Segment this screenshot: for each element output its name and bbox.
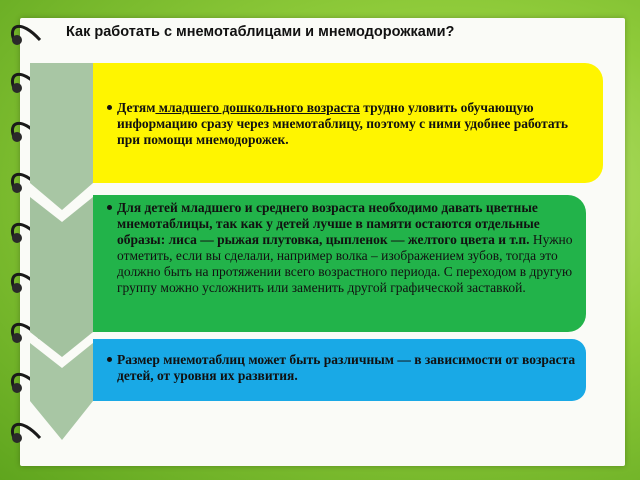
list-item: Размер мнемотаблиц может быть различным — в зависимости от возраста детей, от уровня их развития. <box>117 352 576 383</box>
info-box-green <box>93 195 586 332</box>
list-item: Для детей младшего и среднего возраста необходимо давать цветные мнемотаблицы, так как у детей лучше в памяти остаются отдельные образы: лиса — рыжая плутовка, цыпленок — желтого цвета и т.п. Нужно отметить, если вы сделали, например волка – изображением зубов, тогда это должно быть на протяжении всего возрастного периода. С переходом в другую группу можно усложнить или заменить другой графической заставкой. <box>117 200 576 296</box>
chevron-1 <box>30 63 93 210</box>
chevron-3 <box>30 343 93 440</box>
spiral-ring-icon <box>12 26 40 45</box>
list-item: Детям младшего дошкольного возраста трудно уловить обучающую информацию сразу через мнемотаблицу, поэтому с ними удобнее работать при помощи мнемодорожек. <box>117 100 593 148</box>
info-box-yellow <box>93 63 603 183</box>
spiral-ring-icon <box>12 424 40 443</box>
page-title: Как работать с мнемотаблицами и мнемодорожками? <box>66 24 455 40</box>
info-box-blue <box>93 339 586 401</box>
chevron-2 <box>30 197 93 357</box>
